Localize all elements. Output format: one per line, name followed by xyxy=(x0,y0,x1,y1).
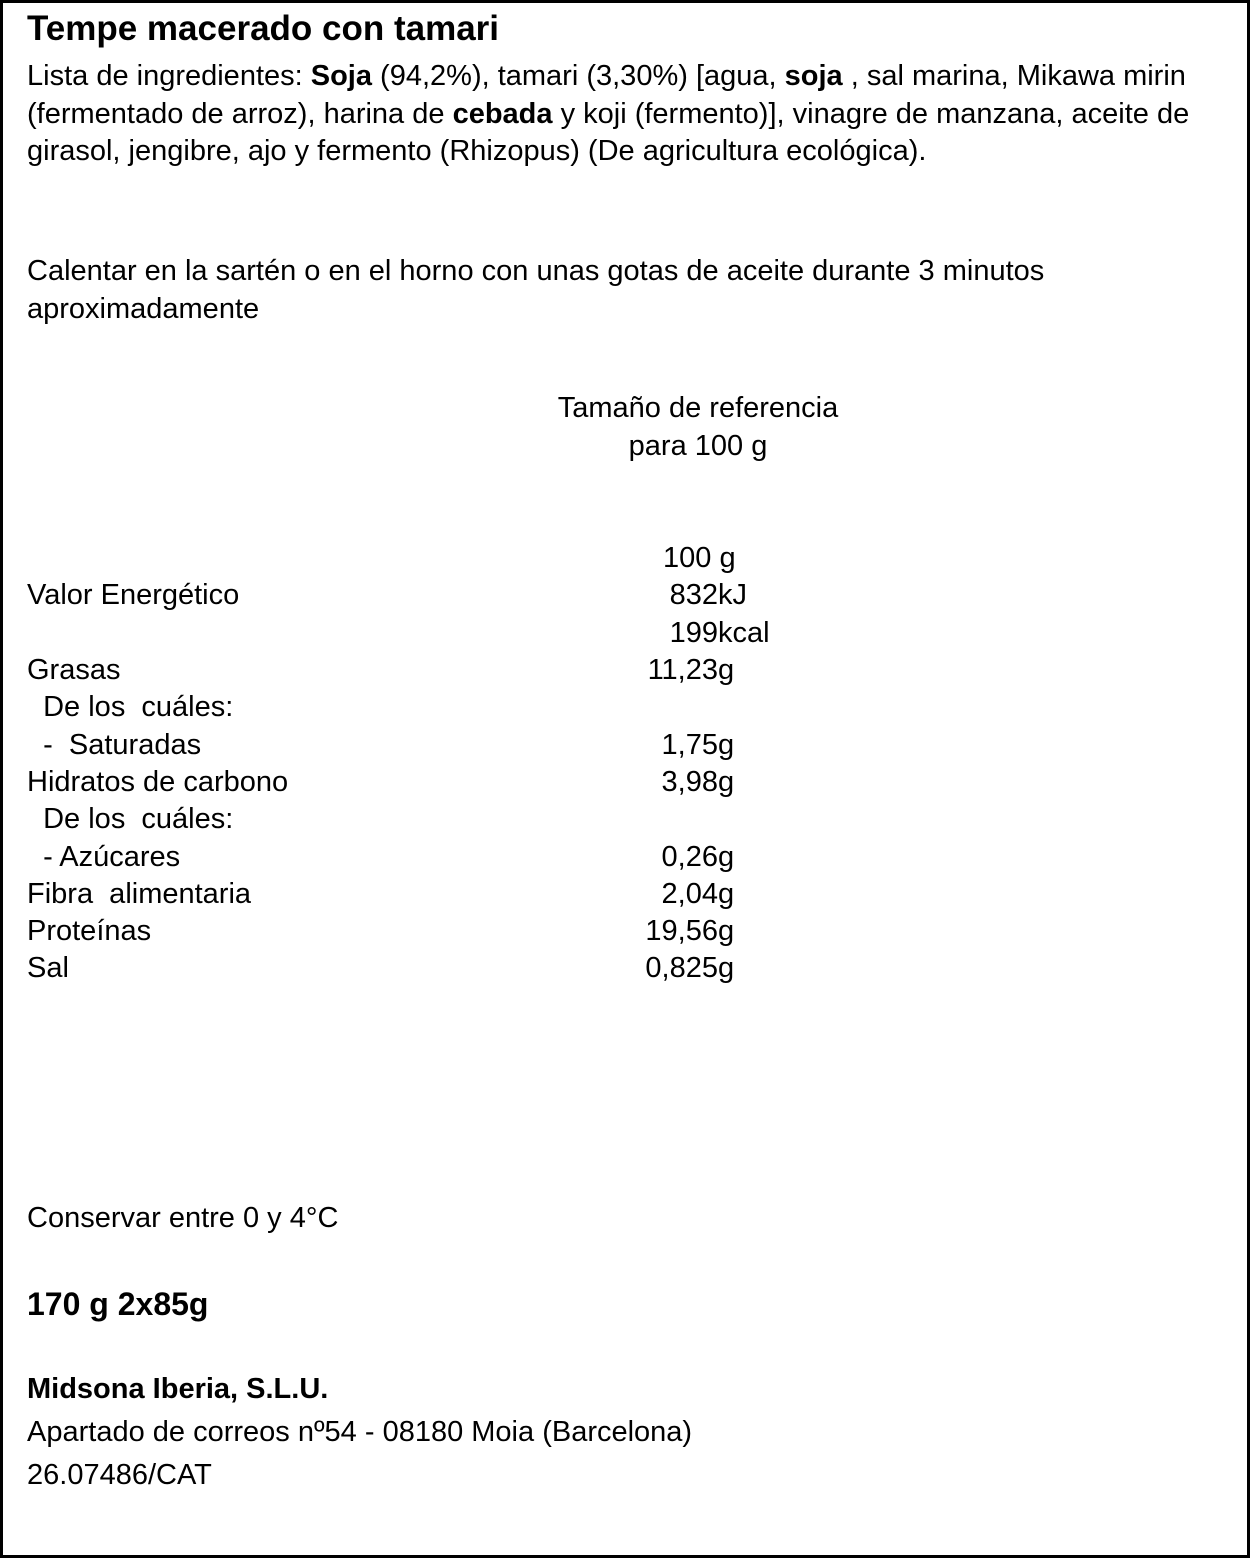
nutrient-sublabel: De los cuáles: xyxy=(27,803,234,835)
ingredients-list xyxy=(27,58,1227,171)
allergen-cebada: cebada xyxy=(452,97,553,130)
ingredients-label: Lista de ingredientes: xyxy=(27,60,311,92)
ingredients-text-1: (94,2%), tamari (3,30%) [agua, xyxy=(372,60,785,92)
nutrient-unit: g xyxy=(718,952,735,984)
registry-number: 26.07486/CAT xyxy=(27,1459,212,1491)
nutrient-label: Hidratos de carbono xyxy=(27,766,289,798)
nutrient-value: 199 xyxy=(669,617,718,649)
nutrient-label: Grasas xyxy=(27,654,121,686)
nutrient-sublabel: De los cuáles: xyxy=(27,691,234,723)
allergen-soja: Soja xyxy=(310,60,372,92)
nutrient-unit: kJ xyxy=(718,579,747,611)
nutrient-value: 1,75 xyxy=(661,729,718,761)
company-address: Apartado de correos nº54 - 08180 Moia (Barcelona) xyxy=(27,1416,693,1448)
nutrient-unit: g xyxy=(718,766,735,798)
reference-size-line2: para 100 g xyxy=(628,430,768,462)
allergen-soja-2: soja xyxy=(784,60,843,92)
net-weight: 170 g 2x85g xyxy=(27,1286,209,1322)
nutrient-label: Proteínas xyxy=(27,915,152,947)
nutrient-unit: g xyxy=(718,654,735,686)
nutrition-column-header: 100 g xyxy=(663,542,736,574)
nutrient-label: - Azúcares xyxy=(27,841,181,873)
reference-size-line1: Tamaño de referencia xyxy=(557,392,839,424)
product-title: Tempe macerado con tamari xyxy=(27,9,500,48)
nutrient-unit: g xyxy=(718,878,735,910)
nutrient-value: 11,23 xyxy=(647,654,718,686)
nutrient-unit: g xyxy=(718,915,735,947)
nutrient-label: Sal xyxy=(27,952,69,984)
nutrient-label: Valor Energético xyxy=(27,579,240,611)
nutrient-unit: kcal xyxy=(718,617,770,649)
storage-instructions: Conservar entre 0 y 4°C xyxy=(27,1202,339,1234)
nutrient-value: 19,56 xyxy=(645,915,718,947)
nutrient-value: 832 xyxy=(669,579,718,611)
company-name: Midsona Iberia, S.L.U. xyxy=(27,1373,329,1405)
nutrient-value: 3,98 xyxy=(661,766,718,798)
nutrient-label: - Saturadas xyxy=(27,729,202,761)
nutrient-value: 0,825 xyxy=(645,952,718,984)
nutrient-unit: g xyxy=(718,729,735,761)
nutrient-value: 0,26 xyxy=(661,841,718,873)
nutrient-unit: g xyxy=(718,841,735,873)
nutrient-value: 2,04 xyxy=(661,878,718,910)
ingredients-text-3: y koji (fermento)], vinagre de manzana, aceite de girasol, jengibre, ajo y fermento (Rhizopus) (De agricultura ecológica). xyxy=(27,97,1190,167)
nutrient-label: Fibra alimentaria xyxy=(27,878,252,910)
ingredients-text-2: , sal marina, Mikawa mirin (fermentado de arroz), harina de xyxy=(27,60,1186,130)
preparation-instructions: Calentar en la sartén o en el horno con unas gotas de aceite durante 3 minutos aproximadamente xyxy=(27,255,1045,325)
